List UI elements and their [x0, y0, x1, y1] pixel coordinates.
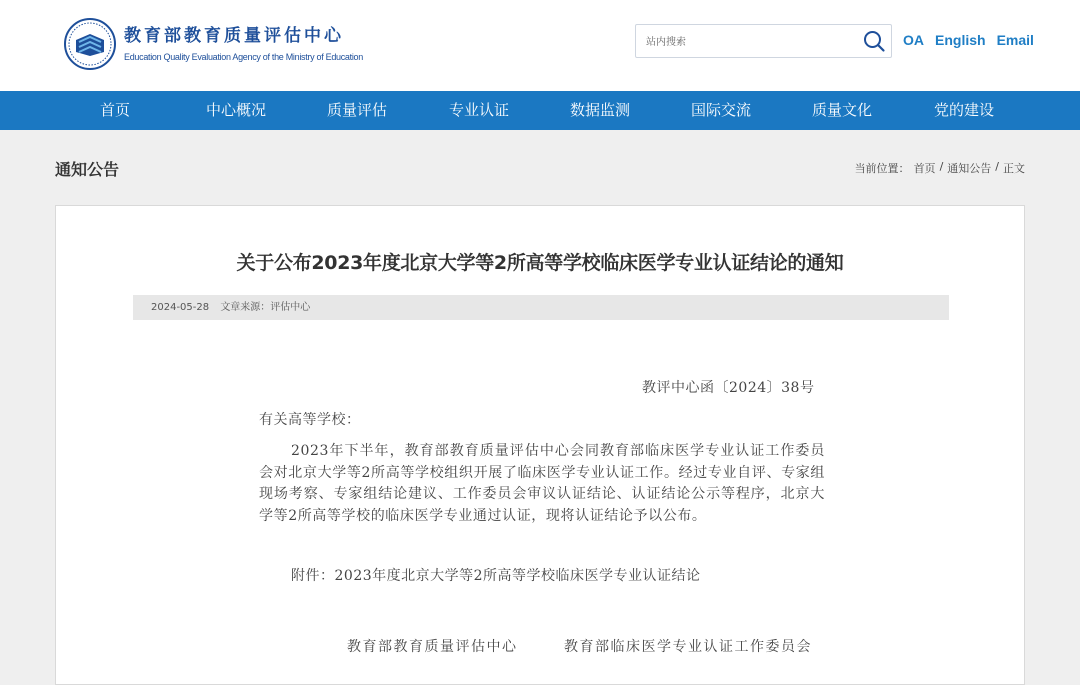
nav-item-international[interactable]: 国际交流	[690, 101, 751, 119]
english-link[interactable]: English	[935, 32, 986, 48]
search-box	[635, 24, 892, 58]
nav-item-about[interactable]: 中心概况	[205, 101, 266, 119]
breadcrumb-current: 正文	[1003, 162, 1025, 175]
breadcrumb-prefix: 当前位置：	[854, 162, 910, 175]
breadcrumb	[855, 160, 1025, 176]
top-links	[903, 32, 1034, 48]
nav-item-home[interactable]: 首页	[99, 101, 130, 119]
signature-evaluation-center: 教育部教育质量评估中心	[347, 639, 518, 655]
article-source: 文章来源：评估中心	[220, 302, 311, 313]
breadcrumb-separator: /	[939, 160, 944, 173]
email-link[interactable]: Email	[996, 32, 1034, 48]
document-body: 2023年下半年，教育部教育质量评估中心会同教育部临床医学专业认证工作委员会对北京大学等2所高等学校组织开展了临床医学专业认证工作。经过专业自评、专家组现场考察、专家组结论建议、工作委员会审议认证结论、认证结论公示等程序，北京大学等2所高等学校的临床医学专业通过认证，现将认证结论予以公布。	[259, 443, 825, 524]
document-number: 教评中心函〔2024〕38号	[642, 380, 815, 396]
search-input[interactable]	[644, 31, 848, 53]
site-logo[interactable]	[64, 16, 363, 72]
oa-link[interactable]: OA	[903, 32, 924, 48]
breadcrumb-notices[interactable]: 通知公告	[947, 162, 992, 175]
nav-item-quality-culture[interactable]: 质量文化	[811, 101, 872, 119]
main-nav	[0, 91, 1080, 130]
nav-item-party-building[interactable]: 党的建设	[933, 101, 994, 119]
ministry-emblem-icon	[64, 18, 116, 70]
article-meta	[133, 295, 949, 320]
nav-item-data-monitoring[interactable]: 数据监测	[569, 101, 630, 119]
article-date: 2024-05-28	[151, 302, 210, 313]
article-card	[55, 205, 1025, 685]
breadcrumb-separator: /	[995, 160, 999, 173]
logo-text	[124, 25, 363, 64]
document-greeting: 有关高等学校：	[259, 412, 361, 428]
nav-item-quality-evaluation[interactable]: 质量评估	[326, 101, 387, 119]
nav-item-accreditation[interactable]: 专业认证	[448, 101, 509, 119]
breadcrumb-home[interactable]: 首页	[913, 162, 936, 175]
logo-title-cn: 教育部教育质量评估中心	[124, 25, 344, 46]
search-icon[interactable]	[862, 29, 886, 53]
section-title: 通知公告	[55, 160, 120, 179]
document-attachment[interactable]: 附件：2023年度北京大学等2所高等学校临床医学专业认证结论	[291, 568, 701, 584]
logo-title-en: Education Quality Evaluation Agency of the Ministry of Education	[124, 51, 363, 62]
article-title: 关于公布2023年度北京大学等2所高等学校临床医学专业认证结论的通知	[236, 252, 844, 274]
signature-accreditation-committee: 教育部临床医学专业认证工作委员会	[564, 639, 812, 655]
site-header	[0, 0, 1080, 91]
